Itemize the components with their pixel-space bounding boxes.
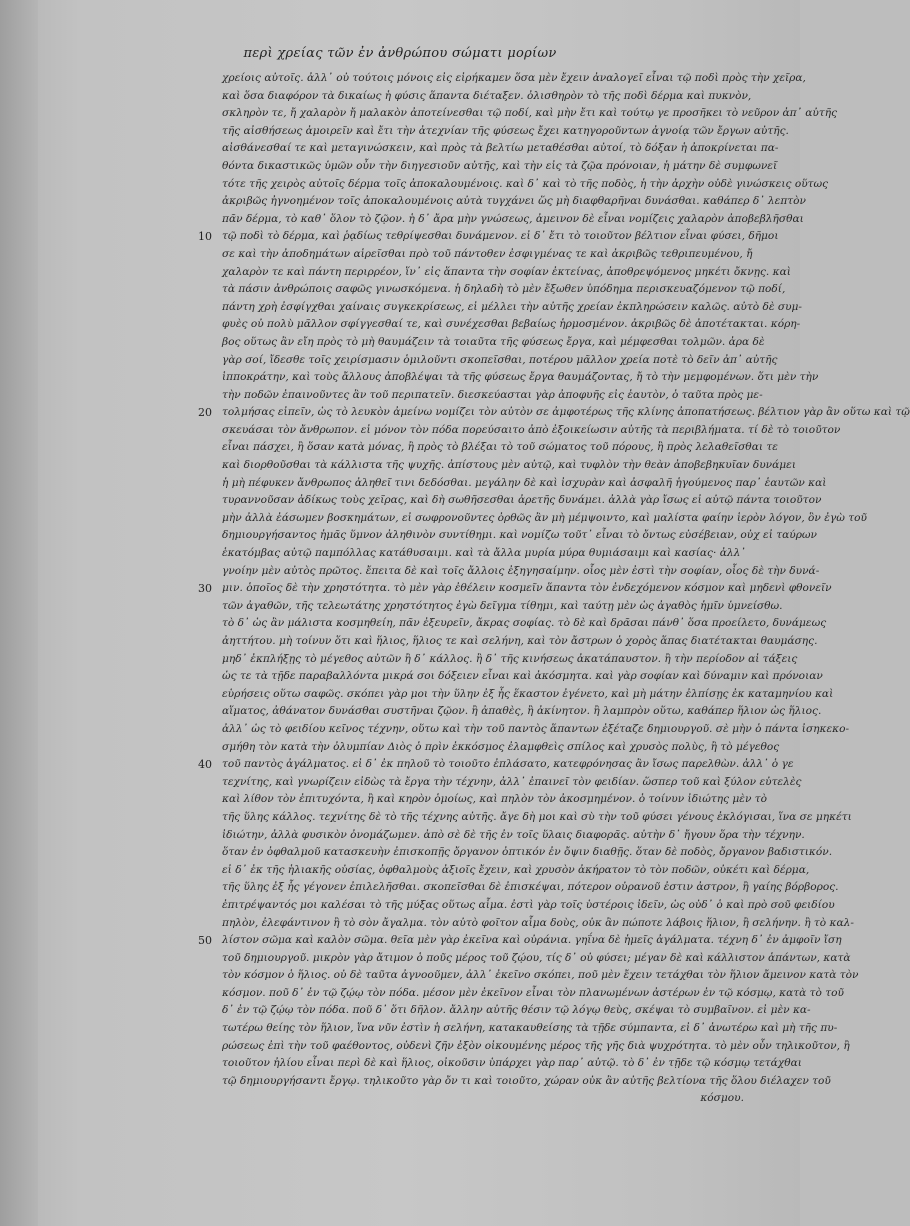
text-line: τοῦ δημιουργοῦ. μικρὸν γὰρ ἄτιμον ὁ ποῦς μέρος τοῦ ζῴου, τίς δ᾽ οὐ φύσει; μέγαν δὲ καὶ κάλλιστον ἁπάντων, κατὰ xyxy=(222,951,851,964)
text-line: μὴν ἀλλὰ ἐάσωμεν βοσκημάτων, εἰ σωφρονοῦντες ὀρθῶς ἂν μὴ μέμψοιντο, καὶ μαλίστα φαίην ἱερὸν λόγον, ὃν ἐγὼ τοῦ xyxy=(222,511,867,524)
running-head: περὶ χρείας τῶν ἐν ἀνθρώπου σώματι μορίων xyxy=(243,46,557,61)
text-line: τυραννοῦσαν ἀδίκως τοὺς χεῖρας, καὶ δὴ σωθῆσεσθαι ἀρετῆς δυνάμει. ἀλλὰ γὰρ ἴσως εἰ αὐτῷ πάντα τοιοῦτον xyxy=(222,494,822,507)
text-line: δημιουργήσαντος ἡμᾶς ὕμνον ἀληθινὸν συντίθημι. καὶ νομίζω τοῦτ᾽ εἶναι τὸ ὄντως εὐσέβειαν, οὐχ εἰ ταύρων xyxy=(222,529,817,542)
text-line: καὶ διορθοῦσθαι τὰ κάλλιστα τῆς ψυχῆς. ἀπίστους μὲν αὐτῷ, καὶ τυφλὸν τὴν θεὰν ἀποβεβηκυῖαν δυνάμει xyxy=(222,459,796,472)
text-line: τῆς αἰσθήσεως ἀμοιρεῖν καὶ ἔτι τὴν ἀτεχνίαν τῆς φύσεως ἔχει κατηγοροῦντων ἀγνοίᾳ τῶν ἔργων αὐτῆς. xyxy=(222,124,789,137)
text-line: τῶν ἀγαθῶν, τῆς τελεωτάτης χρηστότητος ἐγὼ δεῖγμα τίθημι, καὶ ταύτῃ μὲν ὡς ἀγαθὸς ἡμῖν ὑμνείσθω. xyxy=(222,599,783,612)
text-line: ἱπποκράτην, καὶ τοὺς ἄλλους ἀποβλέψαι τὰ τῆς φύσεως ἔργα θαυμάζοντας, ἤ τὸ τὴν μεμφομένων. ὅτι μὲν τὴν xyxy=(222,371,819,384)
text-line: αἵματος, ἀθάνατον δυνάσθαι συστῆναι ζῷον. ἢ ἀπαθὲς, ἢ ἀκίνητον. ἢ λαμπρὸν οὕτω, καθάπερ ἥλιον ὡς ἥλιος. xyxy=(222,705,822,718)
text-block xyxy=(222,70,910,1108)
text-line: κόσμου. xyxy=(700,1092,744,1105)
text-line: τωτέρω θείης τὸν ἥλιον, ἵνα νῦν ἐστὶν ἡ σελήνη, κατακαυθείσης τὰ τῇδε σύμπαντα, εἰ δ᾽ ἀνωτέρω καὶ μὴ τῆς πυ- xyxy=(222,1022,838,1035)
line-number: 10 xyxy=(198,230,212,244)
text-line: τοιοῦτον ἠλίου εἶναι περὶ δὲ καὶ ἥλιος, οἰκοῦσιν ὑπάρχει γὰρ παρ᾽ αὐτῷ. τὸ δ᾽ ἐν τῇδε τῷ κόσμῳ τετάχθαι xyxy=(222,1057,802,1070)
text-line: χαλαρὸν τε καὶ πάντη περιρρέον, ἵν᾽ εἰς ἅπαντα τὴν σοφίαν ἐκτείνας, ἀποθρεψόμενος μηκέτι ὄκνῃς. καὶ xyxy=(222,265,791,278)
text-line: πᾶν δέρμα, τὸ καθ᾽ ὅλον τὸ ζῷον. ἡ δ᾽ ἄρα μὴν γνώσεως, ἀμεινον δὲ εἶναι νομίζεις χαλαρὸν ἀποβεβλῆσθαι xyxy=(222,212,804,225)
text-line: κόσμον. ποῦ δ᾽ ἐν τῷ ζῴῳ τὸν πόδα. μέσον μὲν ἐκεῖνον εἶναι τὸν πλανωμένων ἀστέρων ἐν τῷ κόσμῳ, κατὰ τὸ τοῦ xyxy=(222,986,844,999)
text-line: καὶ ὅσα διαφόρον τὰ δικαίως ἡ φύσις ἅπαντα διέταξεν. ὀλισθηρὸν τὸ τῆς ποδὶ δέρμα καὶ πυκνὸν, xyxy=(222,89,752,102)
text-line: ρώσεως ἐπὶ τὴν τοῦ φαέθοντος, οὐδενὶ ζῆν ἐξὸν οἰκουμένης μέρος τῆς γῆς διὰ ψυχρότητα. τὸ μὲν οὖν τηλικοῦτον, ἢ xyxy=(222,1039,850,1052)
text-line: ἀλλ᾽ ὡς τὸ φειδίου κεῖνος τέχνην, οὕτω καὶ τὴν τοῦ παντὸς ἅπαντων ἐξέταζε δημιουργοῦ. σὲ μὴν ὁ πάντα ἰσηκεκο- xyxy=(222,722,850,735)
text-line: ἀηττήτου. μὴ τοίνυν ὅτι καὶ ἥλιος, ἥλιος τε καὶ σελήνη, καὶ τὸν ἄστρων ὁ χορὸς ἅπας διατέτακται θαυμάσης. xyxy=(222,635,818,647)
text-line: εἶναι πάσχει, ἢ ὅσαν κατὰ μόνας, ἢ πρὸς τὸ βλέξαι τὸ τοῦ σώματος τοῦ πόρους, ἢ πρὸς λελαθεῖσθαι τε xyxy=(222,441,778,454)
text-line: σε καὶ τὴν ἀποδημάτων αἱρεῖσθαι πρὸ τοῦ πάντοθεν ἐσφιγμένας τε καὶ ἀκριβῶς τεθριπευμένου, ἤ xyxy=(222,247,753,260)
text-line: γνοίην μὲν αὐτὸς πρῶτος. ἔπειτα δὲ καὶ τοῖς ἄλλοις ἐξηγησαίμην. οἷος μὲν ἐστὶ τὴν σοφίαν, οἷος δὲ τὴν δυνά- xyxy=(222,564,820,577)
text-line: σκληρὸν τε, ἤ χαλαρὸν ἤ μαλακὸν ἀποτείνεσθαι τῷ ποδί, καὶ μὴν ἔτι καὶ τούτῳ γε προσῆκει τὸ νεῦρον ἀπ᾽ αὐτῆς xyxy=(222,107,838,120)
text-line: θόντα δικαστικῶς ὑμῶν οὖν τὴν διηγεσιοῦν αὐτῆς, καὶ τὴν εἰς τὰ ζῷα πρόνοιαν, ἡ μάτην δὲ συμφωνεῖ xyxy=(222,159,778,172)
text-line: εἰ δ᾽ ἐκ τῆς ἡλιακῆς οὐσίας, ὀφθαλμοὺς ἀξιοῖς ἔχειν, καὶ χρυσὸν ἀκήρατον τὸ τὸν ποδῶν, οὐκέτι καὶ δέρμα, xyxy=(222,863,810,876)
text-line: πάντη χρὴ ἐσφίγχθαι χαίναις συγκεκρίσεως, εἰ μέλλει τὴν αὐτῆς χρείαν ἐκπληρώσειν καλῶς. αὐτὸ δὲ συμ- xyxy=(222,300,803,313)
text-line: τότε τῆς χειρὸς αὐτοῖς δέρμα τοῖς ἀποκαλουμένοις. καὶ δ᾽ καὶ τὸ τῆς ποδὸς, ἡ τὴν ἀρχὴν οὐδὲ γινώσκεις οὕτως xyxy=(222,177,829,190)
text-line: τῆς ὕλης ἐξ ἧς γέγονεν ἐπιλελῆσθαι. σκοπεῖσθαι δὲ ἐπισκέψαι, πότερον οὐρανοῦ ἐστιν ἀστρον, ἢ γαίης βόρβορος. xyxy=(222,881,839,894)
text-line: χρείοις αὐτοῖς. ἀλλ᾽ οὐ τούτοις μόνοις εἰς εἰρήκαμεν ὅσα μὲν ἔχειν ἀναλογεῖ εἶναι τῷ ποδὶ πρὸς τὴν χεῖρα, xyxy=(222,72,806,84)
text-line: ἑκατόμβας αὐτῷ παμπόλλας κατάθυσαιμι. καὶ τὰ ἄλλα μυρία μύρα θυμιάσαιμι καὶ κασίας· ἀλλ᾽ xyxy=(222,547,746,560)
text-line: τὸ δ᾽ ὡς ἂν μάλιστα κοσμηθείη, πᾶν ἐξευρεῖν, ἄκρας σοφίας. τὸ δὲ καὶ δρᾶσαι πάνθ᾽ ὅσα προείλετο, δυνάμεως xyxy=(222,617,827,630)
text-line: ὅταν ἐν ὀφθαλμοῦ κατασκευὴν ἐπισκοπῇς ὄργανον ὀπτικόν ἐν ὄψιν διαθῇς. ὅταν δὲ ποδὸς, ὄργανον βαδιστικόν. xyxy=(222,846,833,859)
text-line: λίστον σῶμα καὶ καλὸν σῶμα. θεῖα μὲν γὰρ ἐκεῖνα καὶ οὐράνια. γηΐνα δὲ ἡμεῖς ἀγάλματα. τέχνη δ᾽ ἐν ἀμφοῖν ἴση xyxy=(222,934,842,947)
text-line: ἀκριβῶς ἠγνοημένον τοῖς ἀποκαλουμένοις αὐτὰ τυγχάνει ὥς μὴ διαφθαρῆναι δυνάσθαι. καθάπερ δ᾽ λεπτὸν xyxy=(222,195,806,208)
line-number: 50 xyxy=(198,934,212,948)
text-line: ἐπιτρέψαντός μοι καλέσαι τὸ τῆς μύξας οὕτως αἷμα. ἐστὶ γὰρ τοῖς ὑστέροις ἰδεῖν, ὡς οὐδ᾽ ὁ καὶ πρὸ σοῦ φειδίου xyxy=(222,898,835,911)
text-line: τολμήσας εἰπεῖν, ὡς τὸ λευκὸν ἀμείνω νομίζει τὸν αὐτὸν σε ἀμφοτέρως τῆς κλίνης ἀποπατήσεως. βέλτιον γὰρ ἂν οὕτω καὶ τῷ xyxy=(222,406,910,419)
text-line: μηδ᾽ ἐκπλήξῃς τὸ μέγεθος αὐτῶν ἢ δ᾽ κάλλος. ἢ δ᾽ τῆς κινήσεως ἀκατάπαυστον. ἢ τὴν περίοδον αἱ τάξεις xyxy=(222,652,798,665)
text-line: ἰδιώτην, ἀλλὰ φυσικὸν ὀνομάζωμεν. ἀπὸ σὲ δὲ τῆς ἐν τοῖς ὕλαις διαφορᾶς. αὐτὴν δ᾽ ἤγουν ὅρα τὴν τέχνην. xyxy=(222,828,805,841)
line-number: 30 xyxy=(198,582,212,596)
text-line: τῷ ποδὶ τὸ δέρμα, καὶ ῥᾳδίως τεθρίψεσθαι δυνάμενον. εἰ δ᾽ ἔτι τὸ τοιοῦτον βέλτιον εἶναι φύσει, δῆμοι xyxy=(222,230,779,243)
text-line: καὶ λίθον τὸν ἐπιτυχόντα, ἢ καὶ κηρὸν ὁμοίως, καὶ πηλὸν τὸν ἀκοσμημένον. ὁ τοίνυν ἰδιώτης μὲν τὸ xyxy=(222,793,767,806)
text-line: τοῦ παντὸς ἀγάλματος. εἰ δ᾽ ἐκ πηλοῦ τὸ τοιοῦτο ἐπλάσατο, κατεφρόνησας ἂν ἴσως παρελθὼν. ἀλλ᾽ ὁ γε xyxy=(222,758,794,771)
text-line: τὴν ποδῶν ἐπαινοῦντες ἂν τοῦ περιπατεῖν. διεσκεύασται γὰρ ἀποφυῆς εἰς ἑαυτὸν, ὁ ταῦτα πρὸς με- xyxy=(222,388,763,401)
page-gutter xyxy=(0,0,38,1226)
text-line: πηλὸν, ἐλεφάντινον ἢ τὸ σὸν ἄγαλμα. τὸν αὐτὸ φοῖτον αἷμα δοὺς, οὐκ ἂν πώποτε λάβοις ἥλιον, ἢ σελήνην. ἢ τὸ καλ- xyxy=(222,916,854,929)
text-line: γὰρ σοί, ἴδεσθε τοῖς χειρίσμασιν ὁμιλοῦντι σκοπεῖσθαι, ποτέρου μᾶλλον χρεία ποτὲ τὸ δεῖν ἀπ᾽ αὐτῆς xyxy=(222,353,778,366)
text-line: σμήθη τὸν κατὰ τὴν ὀλυμπίαν Διὸς ὁ πρὶν ἐκκόσμος ἐλαμφθεὶς σπίλος καὶ χρυσὸς πολὺς, ἢ τὸ μέγεθος xyxy=(222,740,780,753)
text-line: εὑρήσεις οὕτω σαφῶς. σκόπει γὰρ μοι τὴν ὕλην ἐξ ἧς ἕκαστον ἐγένετο, καὶ μὴ μάτην ἐλπίσῃς ἐκ καταμηνίου καὶ xyxy=(222,687,834,700)
text-line: σκευάσαι τὸν ἄνθρωπον. εἰ μόνον τὸν πόδα πορεύσαιτο ἀπὸ ἐξοικείωσιν αὐτῆς τὰ περιβλήματα. τί δὲ τὸ τοιοῦτον xyxy=(222,423,841,436)
text-line: τὸν κόσμον ὁ ἥλιος. οὐ δὲ ταῦτα ἀγνοοῦμεν, ἀλλ᾽ ἐκεῖνο σκόπει, ποῦ μὲν ἔχειν τετάχθαι τὸν ἥλιον ἄμεινον κατὰ τὸν xyxy=(222,969,859,982)
text-line: ἡ μὴ πέφυκεν ἄνθρωπος ἀληθεῖ τινι δεδόσθαι. μεγάλην δὲ καὶ ἰσχυρὰν καὶ ἀσφαλῆ ἡγούμενος παρ᾽ ἑαυτῶν καὶ xyxy=(222,476,827,489)
text-line: βος οὕτως ἂν εἴη πρὸς τὸ μὴ θαυμάζειν τὰ τοιαῦτα τῆς φύσεως ἔργα, καὶ μέμφεσθαι τολμῶν. ἀρα δὲ xyxy=(222,335,765,348)
text-line: τεχνίτης, καὶ γνωρίζειν εἰδὼς τὰ ἔργα τὴν τέχνην, ἀλλ᾽ ἐπαινεῖ τὸν φειδίαν. ὥσπερ τοῦ καὶ ξύλον εὐτελὲς xyxy=(222,775,802,788)
text-line: δ᾽ ἐν τῷ ζῴῳ τὸν πόδα. ποῦ δ᾽ ὅτι δῆλον. ἄλλην αὐτῆς θέσιν τῷ λόγῳ θεὺς, σκέψαι τὸ συμβαῖνον. εἰ μὲν κα- xyxy=(222,1004,811,1017)
text-line: τὰ πάσιν ἀνθρώποις σαφῶς γινωσκόμενα. ἡ δηλαδὴ τὸ μὲν ἔξωθεν ὑπόδημα περισκευαζόμενον τῷ ποδί, xyxy=(222,283,786,296)
text-line: μιν. ὁποῖος δὲ τὴν χρηστότητα. τὸ μὲν γὰρ ἐθέλειν κοσμεῖν ἅπαντα τὸν ἐνδεχόμενον κόσμον καὶ μηδενὶ φθονεῖν xyxy=(222,582,832,595)
line-number: 40 xyxy=(198,758,212,772)
line-number: 20 xyxy=(198,406,212,420)
text-line: φυὲς οὐ πολὺ μᾶλλον σφίγγεσθαί τε, καὶ συνέχεσθαι βεβαίως ἡρμοσμένον. ἀκριβῶς δὲ ἀποτέτακται. κόρη- xyxy=(222,318,801,331)
text-line: αἰσθάνεσθαί τε καὶ μεταγινώσκειν, καὶ πρὸς τὰ βελτίω μεταθέσθαι αὐτοί, τὸ δόξαν ἡ ἀποκρίνεται πα- xyxy=(222,142,779,155)
text-line: τῆς ὕλης κάλλος. τεχνίτης δὲ τὸ τῆς τέχνης αὐτῆς. ἄγε δὴ μοι καὶ σὺ τὴν τοῦ φύσει γένους ἐκλόγισαι, ἵνα σε μηκέτι xyxy=(222,810,852,823)
text-line: ὡς τε τὰ τῇδε παραβαλλόντα μικρά σοι δόξειεν εἶναι καὶ ἀκόσμητα. καὶ γὰρ σοφίαν καὶ δύναμιν καὶ πρόνοιαν xyxy=(222,670,823,683)
text-line: τῷ δημιουργήσαντι ἔργῳ. τηλικοῦτο γὰρ ὄν τι καὶ τοιοῦτο, χώραν οὐκ ἂν αὐτῆς βελτίονα τῆς ὅλου διέλαχεν τοῦ xyxy=(222,1074,831,1087)
